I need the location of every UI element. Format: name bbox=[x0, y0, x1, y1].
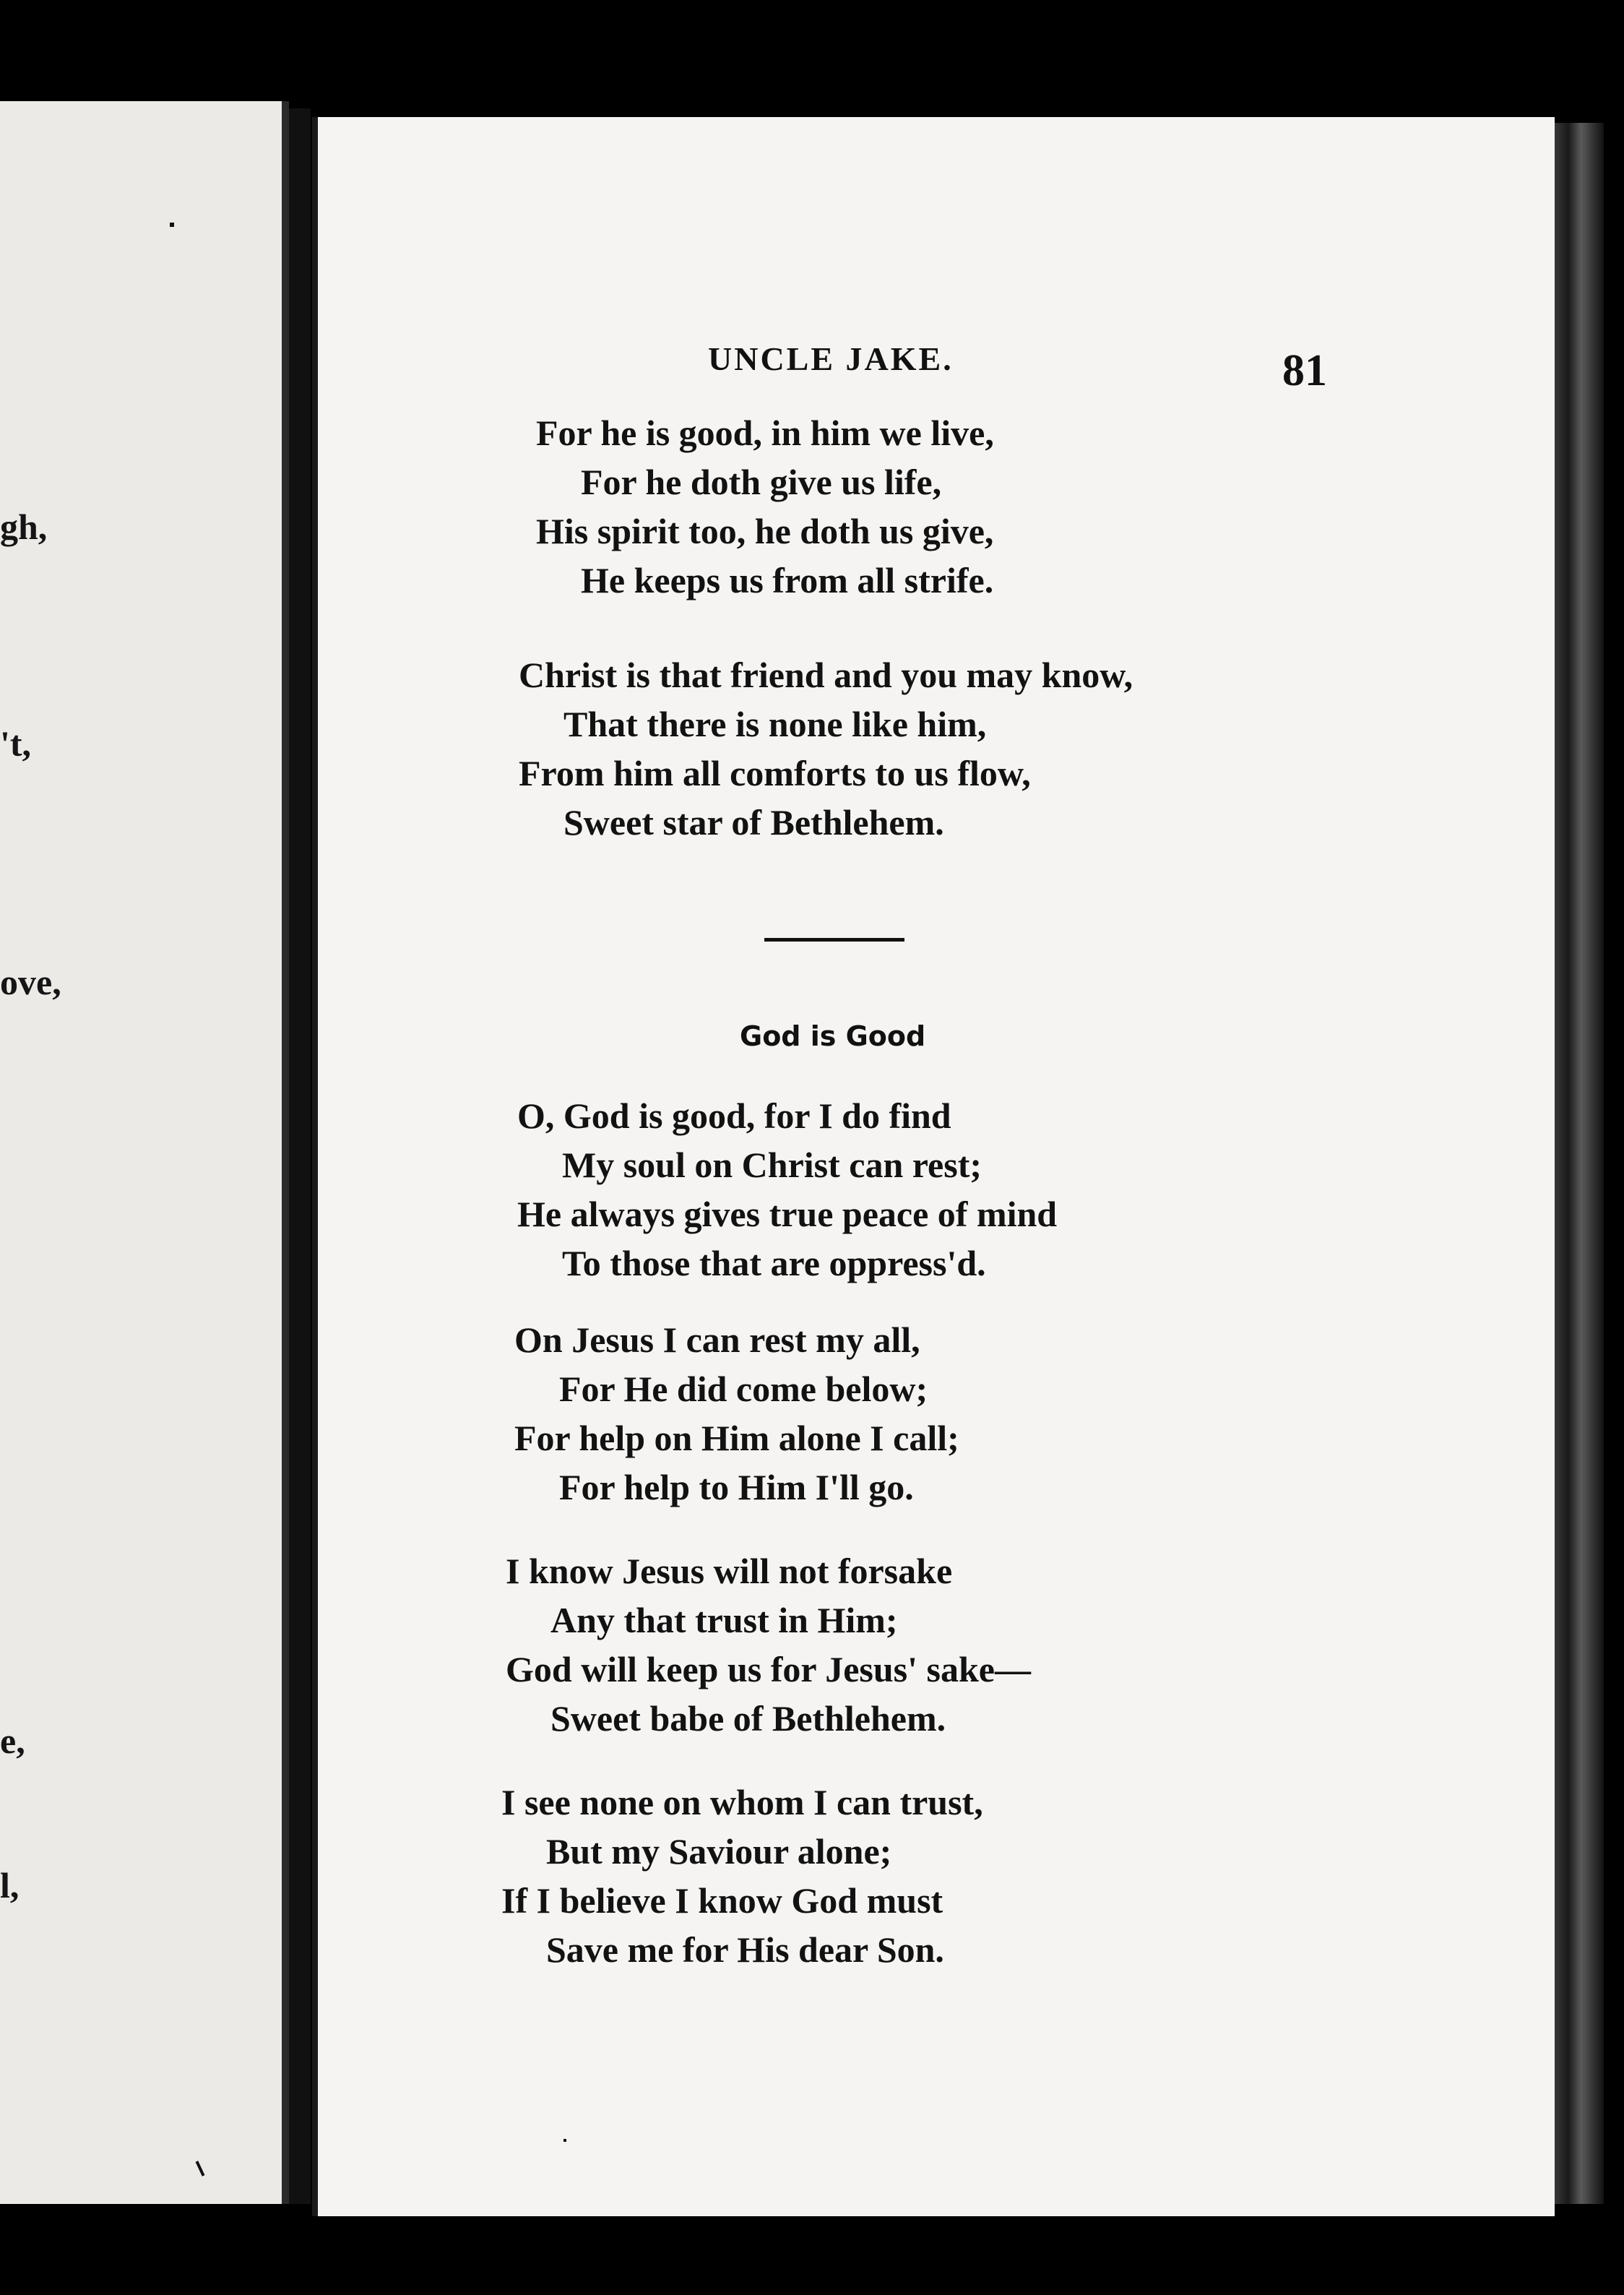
poem-title: God is Good bbox=[740, 1020, 926, 1052]
poem-line: To those that are oppress'd. bbox=[562, 1243, 986, 1283]
ink-speck bbox=[170, 223, 174, 227]
left-page-fragment: e, bbox=[0, 1721, 25, 1761]
poem-line: For He did come below; bbox=[559, 1369, 928, 1409]
left-page-fragment: ove, bbox=[0, 962, 61, 1002]
left-page-fragment: gh, bbox=[0, 507, 48, 547]
poem-line: O, God is good, for I do find bbox=[517, 1095, 951, 1136]
poem-line: For help on Him alone I call; bbox=[514, 1418, 959, 1458]
poem-line: But my Saviour alone; bbox=[546, 1831, 892, 1872]
poem-line: Sweet babe of Bethlehem. bbox=[550, 1698, 946, 1739]
poem-line: He always gives true peace of mind bbox=[517, 1194, 1058, 1234]
page-number: 81 bbox=[1282, 346, 1327, 395]
left-page-fragment: l, bbox=[0, 1865, 20, 1906]
poem-line: For help to Him I'll go. bbox=[559, 1467, 914, 1507]
poem-line: My soul on Christ can rest; bbox=[562, 1145, 982, 1185]
poem-line: I know Jesus will not forsake bbox=[506, 1551, 953, 1591]
section-divider bbox=[764, 938, 904, 942]
poem-line: On Jesus I can rest my all, bbox=[514, 1319, 920, 1360]
poem-line: If I believe I know God must bbox=[501, 1880, 943, 1921]
poem-line: From him all comforts to us flow, bbox=[519, 753, 1031, 793]
left-page bbox=[0, 101, 289, 2204]
poem-line: For he doth give us life, bbox=[581, 462, 942, 502]
poem-line: For he is good, in him we live, bbox=[536, 413, 994, 453]
poem-stanza bbox=[519, 650, 1133, 847]
left-page-fragment: 't, bbox=[0, 723, 32, 764]
running-head: UNCLE JAKE. bbox=[708, 340, 954, 377]
poem-line: He keeps us from all strife. bbox=[581, 560, 994, 600]
page-edge bbox=[1553, 123, 1604, 2204]
poem-stanza bbox=[536, 408, 994, 605]
book-spine bbox=[289, 108, 311, 2204]
poem-line: Sweet star of Bethlehem. bbox=[563, 802, 944, 843]
poem-line: I see none on whom I can trust, bbox=[501, 1782, 983, 1822]
poem-line: Any that trust in Him; bbox=[550, 1600, 898, 1640]
poem-stanza bbox=[514, 1315, 959, 1512]
poem-line: God will keep us for Jesus' sake— bbox=[506, 1649, 1031, 1689]
poem-line: His spirit too, he doth us give, bbox=[536, 511, 994, 551]
poem-stanza bbox=[506, 1546, 1031, 1743]
poem-line: Christ is that friend and you may know, bbox=[519, 655, 1133, 695]
poem-line: Save me for His dear Son. bbox=[546, 1929, 944, 1970]
poem-stanza bbox=[501, 1778, 983, 1974]
ink-speck bbox=[563, 2139, 566, 2142]
poem-stanza bbox=[517, 1091, 1057, 1288]
poem-line: That there is none like him, bbox=[563, 704, 987, 744]
